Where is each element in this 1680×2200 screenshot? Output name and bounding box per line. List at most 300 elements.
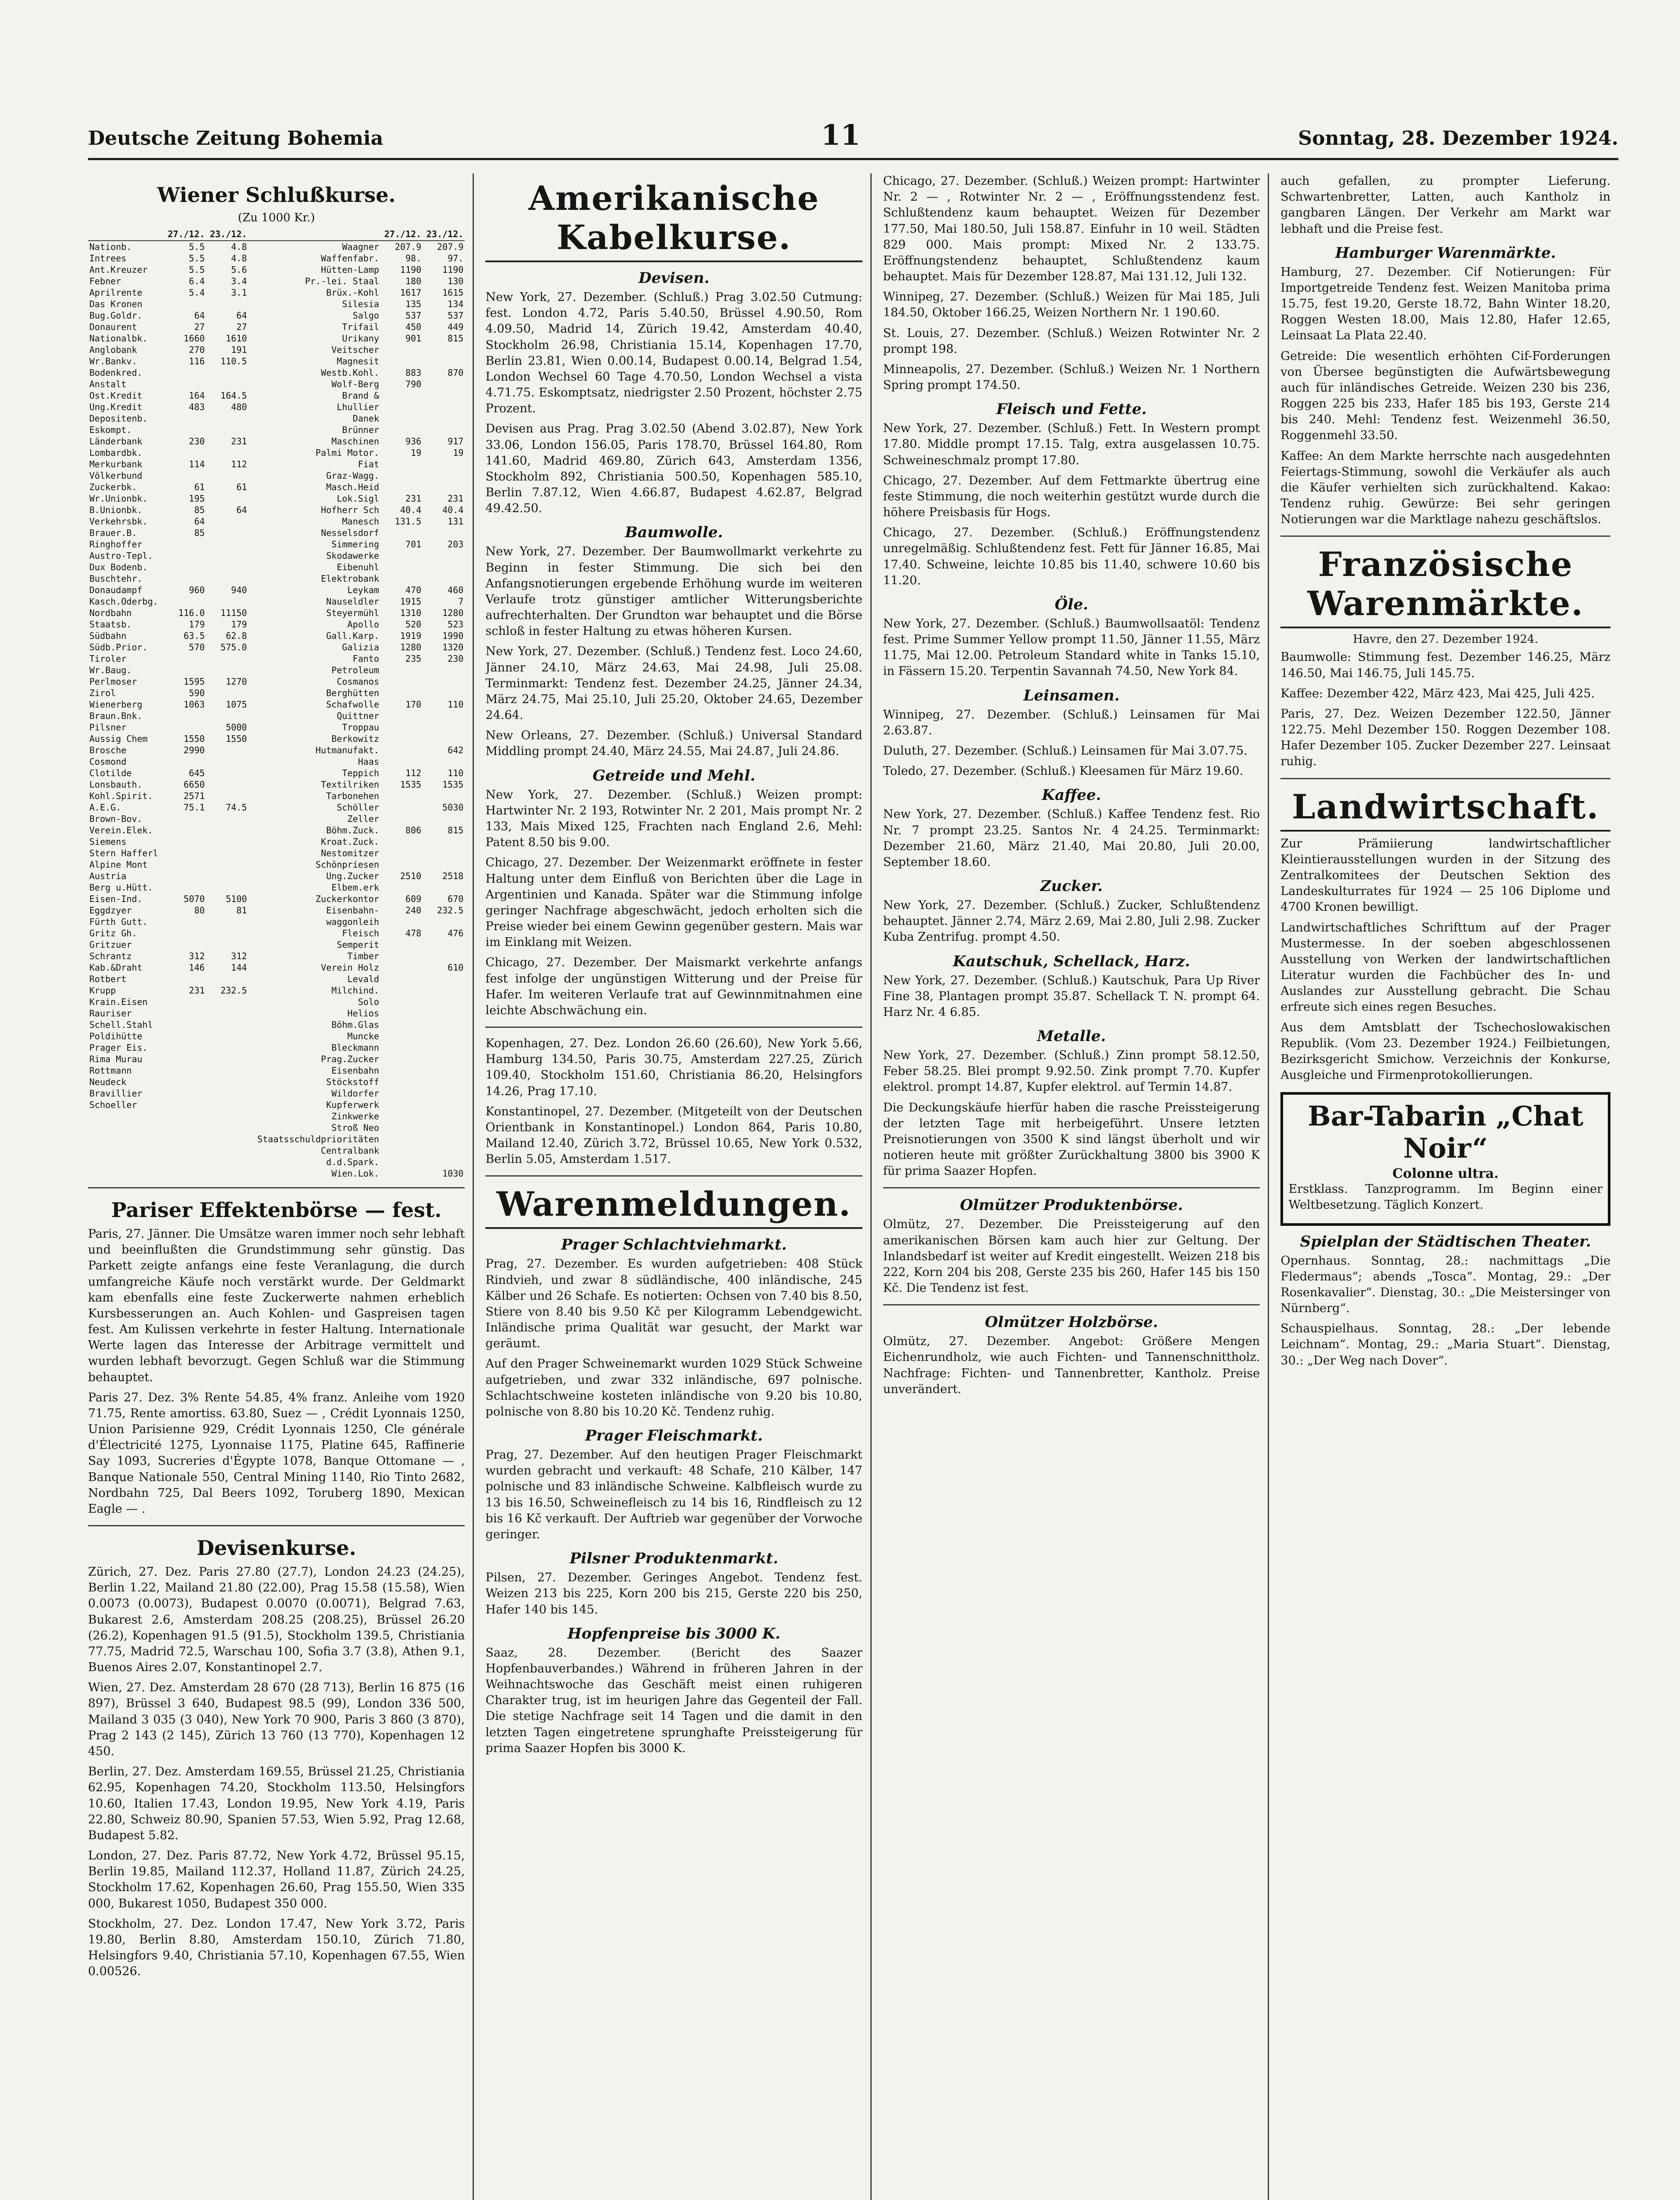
table-cell [381,790,423,802]
table-cell: Maschinen [331,436,379,447]
table-cell [423,664,465,676]
table-cell: 146 [189,962,205,973]
table-cell: Verkehrsbk. [89,516,148,527]
table-cell: Wr.Unionbk. [89,493,148,504]
table-row [88,653,465,664]
table-cell [381,722,423,733]
table-cell [164,1168,206,1179]
table-row [88,1145,465,1156]
table-cell [206,1156,248,1168]
table-cell [206,561,248,573]
table-cell: Zirol [89,688,116,698]
french-paragraph: Kaffee: Dezember 422, März 423, Mai 425, Juli 425. [1280,686,1595,700]
table-cell: Apollo [347,619,379,630]
table-cell: Rotbert [89,974,127,984]
table-cell [164,653,206,664]
col3-section-head: Leinsamen. [1023,686,1120,704]
table-cell: Eggdzyer [89,905,132,916]
table-cell [423,481,465,493]
table-cell: 164 [189,390,205,401]
agri-paragraph: Aus dem Amtsblatt der Tschechoslowakischen Republik. (Vom 23. Dezember 1924.) Feilbietungen, Bezirksgericht Smichow. Verzeichnis der Konkurse, Ausgleiche und Firmenprotokollierungen. [1280,1020,1610,1082]
table-row [88,973,465,985]
table-cell: Hofherr Sch [321,505,379,515]
table-cell: Steyermühl [326,608,379,618]
american-paragraph: New York, 27. Dezember. (Schluß.) Weizen prompt: Hartwinter Nr. 2 193, Rotwinter Nr. 2 201, Mais prompt Nr. 2 133, Mais Mixed 125, Frachten nach England 2.6, Mehl: Patent 8.50 bis 9.00. [485,788,862,850]
table-cell [88,1168,164,1179]
table-cell: 1610 [226,333,247,344]
table-cell: 7 [458,596,464,607]
table-cell: 110.5 [220,356,247,367]
waren-paragraph: Pilsen, 27. Dezember. Geringes Angebot. Tendenz fest. Weizen 213 bis 225, Korn 200 bis 215, Gerste 220 bis 250, Hafer 140 bis 145. [485,1571,862,1617]
table-cell [381,470,423,481]
table-cell: Simmering [331,539,379,550]
table-cell [164,1122,206,1133]
table-row [88,1156,465,1168]
table-cell: 478 [405,928,422,939]
table-cell: Aussig Chem [89,733,148,744]
table-cell [381,733,423,744]
table-cell: Austria [89,871,127,881]
table-cell: 40.4 [400,505,422,515]
table-cell: Länderbank [89,436,143,447]
table-cell: 64 [236,310,247,321]
table-row [88,619,465,630]
american-section-head: Getreide und Mehl. [592,766,756,785]
table-cell [164,424,206,436]
table-cell [206,779,248,790]
table-cell: Rottmann [89,1065,132,1076]
table-cell [206,710,248,722]
table-row [88,767,465,779]
table-row [88,253,465,264]
table-cell [164,1053,206,1065]
table-cell: Cosmanos [337,676,379,687]
table-cell [423,378,465,390]
table-cell: 460 [448,585,464,595]
table-cell [423,733,465,744]
waren-title: Warenmeldungen. [485,1184,862,1229]
table-cell [381,882,423,893]
table-cell: 235 [405,653,422,664]
table-cell: 537 [405,310,422,321]
table-row [88,470,465,481]
table-cell: Eskompt. [89,425,132,435]
table-cell: Ringhoffer [89,539,143,550]
table-cell: waggonleih [326,917,379,927]
table-cell [381,687,423,699]
table-cell: 1617 [400,287,422,298]
table-cell: Staatsb. [89,619,132,630]
table-cell: Galizia [342,642,379,653]
table-cell: Ost.Kredit [89,390,143,401]
table-cell: Brünner [342,425,379,435]
table-cell: Südbahn [89,631,127,641]
table-cell [423,1008,465,1019]
table-cell: Zuckerkontor [315,894,379,904]
table-row [88,1122,465,1133]
table-cell: 232.5 [437,905,464,916]
table-cell: Skodawerke [326,550,379,561]
table-row [88,630,465,642]
table-cell [423,722,465,733]
table-cell [206,836,248,847]
table-cell [206,813,248,825]
issue-date: Sonntag, 28. Dezember 1924. [1298,127,1618,150]
table-cell [164,847,206,859]
table-cell [206,596,248,607]
table-cell: Stern Hafferl [89,848,158,858]
table-cell [164,447,206,458]
table-cell [381,344,423,356]
table-row [88,516,465,527]
table-cell: 112 [405,768,422,778]
table-cell: Wildorfer [331,1088,379,1099]
table-cell [88,1133,164,1145]
table-cell [423,561,465,573]
table-cell: 642 [448,745,464,755]
table-cell [164,539,206,550]
table-cell: Graz-Wagg. [326,470,379,481]
table-cell: Cosmond [89,756,127,767]
col-header-a2: 27./12. [381,228,423,241]
table-cell: Nestomitzer [321,848,379,858]
table-cell: Wr.Bankv. [89,356,137,367]
table-cell: Berg u.Hütt. [89,882,153,893]
table-cell [206,1088,248,1099]
table-cell [423,973,465,985]
table-cell [381,950,423,962]
col-header-b2: 23./12. [423,228,465,241]
table-cell: 1030 [442,1168,464,1179]
table-cell: Waffenfabr. [321,253,379,264]
col3-section-head: Olmützer Holzbörse. [985,1313,1158,1331]
table-row [88,401,465,413]
table-cell: 11150 [220,608,247,618]
table-row [88,550,465,561]
table-cell [206,916,248,928]
devisen-paragraph: Berlin, 27. Dez. Amsterdam 169.55, Brüssel 21.25, Christiania 62.95, Kopenhagen 74.20, Stockholm 113.50, Helsingfors 10.60, Italien 17.43, London 19.95, New York 4.19, Paris 22.80, Schweiz 80.90, Spanien 57.53, Wien 5.92, Prag 12.68, Budapest 5.82. [88,1765,465,1842]
table-cell: 80 [194,905,205,916]
french-sub: Havre, den 27. Dezember 1924. [1353,633,1538,646]
table-row [88,573,465,584]
column-4 [1280,173,1618,2200]
table-cell [164,996,206,1008]
table-cell: 2990 [183,745,205,755]
col3-paragraph: New York, 27. Dezember. (Schluß.) Zucker, Schlußtendenz behauptet. Jänner 2.74, März 2.69, Mai 2.80, Juli 2.98. Zucker Kuba Zentrifug. prompt 4.50. [883,898,1260,944]
table-cell [164,664,206,676]
theatre-paragraph: Opernhaus. Sonntag, 28.: nachmittags „Die Fledermaus“; abends „Tosca“. Montag, 29.: „Der Rosenkavalier“. Dienstag, 30.: „Die Meistersinger von Nürnberg“. [1280,1254,1610,1316]
waren-section-head: Pilsner Produktenmarkt. [569,1550,778,1568]
table-cell [381,676,423,687]
col3-paragraph: New York, 27. Dezember. (Schluß.) Baumwollsaatöl: Tendenz fest. Prime Summer Yellow prompt 11.50, Jänner 11.55, März 11.75, Mai 12.00. Petroleum Standard white in Tanks 15.10, in Fässern 15.20. Terpentin Savannah 74.50, New York 84. [883,616,1260,678]
table-cell: Dux Bodenb. [89,562,148,572]
table-cell: 5.5 [189,264,205,275]
table-cell [423,1099,465,1111]
table-cell [423,813,465,825]
table-cell [423,1145,465,1156]
table-cell: 1615 [442,287,464,298]
table-cell [164,813,206,825]
hamburg-paragraph: Getreide: Die wesentlich erhöhten Cif-Forderungen von Übersee begünstigten die Aufwärtsbewegung auch für inländisches Getreide. Weizen 230 bis 236, Roggen 225 bis 233, Hafer 185 bis 193, Gerste 214 bis 240. Mehl: Tendenz fest. Weizenmehl 36.50, Roggenmehl 33.50. [1280,349,1610,443]
table-cell [381,413,423,424]
table-cell: Hutmanufakt. [315,745,379,755]
table-cell: Levald [347,974,379,984]
table-row [88,413,465,424]
table-row [88,790,465,802]
table-cell: 164.5 [220,390,247,401]
table-cell [88,1122,164,1133]
table-row [88,1133,465,1145]
theatre-paragraph: Schauspielhaus. Sonntag, 28.: „Der lebende Leichnam“. Montag, 29.: „Maria Stuart“. Dienstag, 30.: „Der Weg nach Dover“. [1280,1322,1610,1368]
table-cell [88,1156,164,1168]
table-cell: B.Unionbk. [89,505,143,515]
table-cell [206,973,248,985]
table-cell [423,573,465,584]
table-cell [164,596,206,607]
devisen-paragraph: London, 27. Dez. Paris 87.72, New York 4.72, Brüssel 95.15, Berlin 19.85, Mailand 112.37, Holland 11.87, Zürich 24.25, Stockholm 17.62, Kopenhagen 26.60, Prag 155.50, Wien 335 000, Bukarest 1050, Budapest 350 000. [88,1849,465,1910]
devisen-paragraph: Zürich, 27. Dez. Paris 27.80 (27.7), London 24.23 (24.25), Berlin 1.22, Mailand 21.80 (22.00), Prag 15.58 (15.58), Wien 0.0073 (0.0073), Budapest 0.0070 (0.0071), Belgrad 7.63, Bukarest 2.6, Amsterdam 208.25 (208.25), Brüssel 26.20 (26.2), Kopenhagen 91.5 (91.5), Stockholm 139.5, Christiania 77.75, Madrid 72.5, Warschau 100, Sofia 3.7 (3.8), Athen 9.1, Buenos Aires 2.07, Konstantinopel 2.7. [88,1565,465,1675]
table-cell [164,413,206,424]
table-row [88,722,465,733]
table-cell [423,413,465,424]
table-cell [381,1133,423,1145]
table-cell [164,859,206,870]
table-cell [164,561,206,573]
table-cell [206,767,248,779]
table-cell [423,710,465,722]
table-cell: Verein Holz [321,962,379,973]
table-cell: Lonsbauth. [89,779,143,790]
table-cell [423,756,465,767]
table-cell: Bodenkred. [89,367,143,378]
table-cell: 110 [448,699,464,710]
table-cell: Textilriken [321,779,379,790]
table-cell: 230 [189,436,205,447]
hamburg-paragraph: Hamburg, 27. Dezember. Cif Notierungen: Für Importgetreide Tendenz fest. Weizen Manitoba prima 15.75, fest 19.20, Gerste 18.72, Bahn Winter 18.20, Roggen Westen 18.00, Mais 12.80, Hafer 12.65, Leinsaat La Plata 22.40. [1280,265,1610,343]
table-cell [88,1145,164,1156]
table-cell [381,573,423,584]
table-cell [423,996,465,1008]
table-cell [164,928,206,939]
col3-paragraph: Winnipeg, 27. Dezember. (Schluß.) Weizen für Mai 185, Juli 184.50, Oktober 166.25, Weizen Northern Nr. 1 190.60. [883,290,1260,320]
table-cell: 5100 [226,894,247,904]
col3-paragraph: Die Deckungskäufe hierfür haben die rasche Preissteigerung der letzten Tage mit herbeigeführt. Unsere letzten Preisnotierungen von 3500 K sind längst überholt und wir notieren heute mit größter Zurückhaltung 3800 bis 3900 K für prima Saazer Hopfen. [883,1100,1260,1178]
table-cell: 2510 [400,871,422,881]
table-cell [381,527,423,539]
table-cell: 901 [405,333,422,344]
table-cell [164,1019,206,1030]
ad-subtitle: Colonne ultra. [1392,1166,1499,1182]
table-row [88,733,465,744]
table-cell: Merkurbank [89,459,143,469]
table-cell: 62.8 [226,631,247,641]
table-row [88,939,465,950]
table-cell [381,1088,423,1099]
table-cell [423,1019,465,1030]
col3-section-head: Metalle. [1037,1027,1106,1045]
table-cell [381,1019,423,1030]
col3-paragraph: Chicago, 27. Dezember. Auf dem Fettmarkte übertrug eine feste Stimmung, die noch weiterhin gestützt wurde durch die höhere Preisbasis für Hogs. [883,473,1260,520]
table-cell: Masch.Heid [326,482,379,492]
table-row [88,356,465,367]
american-paragraph: Chicago, 27. Dezember. Der Maismarkt verkehrte anfangs fest infolge der ungünstigen Witterung und der Preise für Hafer. Im weiteren Verlaufe trat auf Gewinnmitnahmen eine leichte Abschwächung ein. [485,956,862,1017]
table-cell: 61 [194,482,205,492]
table-cell: 1310 [400,608,422,618]
table-cell: 936 [405,436,422,447]
table-cell [206,1008,248,1019]
table-cell: 19 [453,447,464,458]
table-row [88,458,465,470]
table-cell: Trifail [342,322,379,332]
table-cell: 450 [405,322,422,332]
paris-effekten-title: Pariser Effektenbörse — fest. [111,1198,442,1222]
table-row [88,527,465,539]
table-row [88,710,465,722]
table-cell: Wien.Lok. [331,1168,379,1179]
hamburg-paragraph: Kaffee: An dem Markte herrschte nach ausgedehnten Feiertags-Stimmung, sowohl die Verkäufer als auch die Käufer verhielten sich zurückhaltend. Kakao: Tendenz ruhig. Gewürze: Bei sehr geringen Notierungen war die Marktlage nahezu geschäftslos. [1280,449,1610,527]
table-cell: 114 [189,459,205,469]
table-cell [206,550,248,561]
table-cell: 231 [189,985,205,996]
table-cell [381,1111,423,1122]
table-cell: 1063 [183,699,205,710]
table-cell: Berkowitz [331,733,379,744]
table-row [88,1053,465,1065]
table-row [88,870,465,882]
col4-paragraph: auch gefallen, zu prompter Lieferung. Schwartenbretter, Latten, auch Kantholz in gangbaren Längen. Der Verkehr am Markt war lebhaft und die Preise fest. [1280,174,1610,236]
table-cell [206,847,248,859]
table-cell: 4.8 [231,242,247,252]
col3-paragraph: Toledo, 27. Dezember. (Schluß.) Kleesamen für März 19.60. [883,764,1243,778]
table-cell: 5.5 [189,242,205,252]
table-cell [206,1168,248,1179]
table-cell: 231 [231,436,247,447]
table-cell: Kroat.Zuck. [321,836,379,847]
table-cell: 63.5 [183,631,205,641]
table-cell: 5.4 [189,287,205,298]
table-cell [423,401,465,413]
table-cell: Salgo [352,310,379,321]
table-cell: Aprilrente [89,287,143,298]
vienna-quotes-table [88,228,465,1179]
devisen-title: Devisenkurse. [196,1536,356,1560]
table-cell: 40.4 [442,505,464,515]
table-cell: 207.9 [395,242,422,252]
column-1 [88,173,474,2200]
table-cell: Centralbank [321,1145,379,1156]
table-cell [423,676,465,687]
table-cell [381,1122,423,1133]
table-cell: Anstalt [89,379,127,389]
table-cell [206,664,248,676]
table-cell: 170 [405,699,422,710]
table-row [88,744,465,756]
table-cell [381,356,423,367]
telegraph-paragraph: Kopenhagen, 27. Dez. London 26.60 (26.60), New York 5.66, Hamburg 134.50, Paris 30.75, Amsterdam 227.25, Zürich 109.40, Stockholm 151.60, Christiania 86.20, Helsingfors 14.26, Prag 17.10. [485,1037,862,1098]
table-cell: 806 [405,825,422,836]
table-cell: Brüx.-Kohl [326,287,379,298]
table-row [88,607,465,619]
table-cell [423,950,465,962]
waren-paragraph: Saaz, 28. Dezember. (Bericht des Saazer Hopfenbauverbandes.) Während in früheren Jahren in der Weihnachtswoche das Geschäft meist einen ruhigeren Charakter trug, ist im heurigen Jahre das Gegenteil der Fall. Die stetige Nachfrage seit 14 Tagen und die damit in den letzten Tagen eingetretene sprunghafte Preissteigerung für prima Saazer Hopfen bis 3000 K. [485,1646,862,1755]
table-cell: 112 [231,459,247,469]
table-cell: Ung.Kredit [89,402,143,412]
table-cell: Schafwolle [326,699,379,710]
table-cell: Verein.Elek. [89,825,153,836]
table-cell [206,1030,248,1042]
table-cell [423,458,465,470]
table-cell [206,1076,248,1088]
table-cell: Siemens [89,836,127,847]
agri-paragraph: Zur Prämiierung landwirtschaftlicher Kleintierausstellungen wurden in der Sitzung des Zentralkomitees der Deutschen Sektion des Landeskulturrates für 1924 — 25 106 Diplome und 4700 Kronen bewilligt. [1280,836,1610,914]
table-cell [164,939,206,950]
table-cell: Timber [347,951,379,961]
table-row [88,378,465,390]
table-cell: Tarbonehen [326,791,379,801]
table-cell: Haas [358,756,379,767]
table-cell: Clotilde [89,768,132,778]
vienna-unit: (Zu 1000 Kr.) [238,211,315,224]
table-cell: 3.4 [231,276,247,286]
table-cell: Leykam [347,585,379,595]
table-cell: Völkerbund [89,470,143,481]
table-cell: Südb.Prior. [89,642,148,653]
table-cell [381,985,423,996]
table-cell: Kohl.Spirit. [89,791,153,801]
table-row [88,676,465,687]
table-cell: Zuckerbk. [89,482,137,492]
table-row [88,367,465,378]
table-cell [423,550,465,561]
col3-paragraph: New York, 27. Dezember. (Schluß.) Kaffee Tendenz fest. Rio Nr. 7 prompt 23.25. Santos Nr. 4 24.25. Terminmarkt: Dezember 21.60, März 21.40, Mai 20.80, Juli 20.00, September 18.60. [883,807,1260,869]
french-title: Französische Warenmärkte. [1280,545,1610,628]
table-cell: 815 [448,333,464,344]
table-cell: 81 [236,905,247,916]
table-cell [206,744,248,756]
table-row [88,836,465,847]
table-cell [381,916,423,928]
table-cell: Bravillier [89,1088,143,1099]
table-cell [206,378,248,390]
table-cell: Urikany [342,333,379,344]
table-cell: 1280 [400,642,422,653]
table-cell: 1550 [226,733,247,744]
table-cell: 1660 [183,333,205,344]
table-cell [206,424,248,436]
table-cell [423,1088,465,1099]
column-3 [883,173,1269,2200]
table-cell: 1595 [183,676,205,687]
table-row [88,1065,465,1076]
table-cell [88,1111,164,1122]
table-cell [206,573,248,584]
table-cell: 144 [231,962,247,973]
waren-paragraph: Auf den Prager Schweinemarkt wurden 1029 Stück Schweine aufgetrieben, und zwar 332 inländische, 697 polnische. Schlachtschweine kosteten inländische von 9.20 bis 10.80, polnische von 8.80 bis 10.20 Kč. Tendenz ruhig. [485,1357,862,1419]
table-cell: Rauriser [89,1008,132,1019]
waren-paragraph: Prag, 27. Dezember. Auf den heutigen Prager Fleischmarkt wurden gebracht und verkauft: 48 Schafe, 210 Kälber, 147 polnische und 83 inländische Schweine. Kalbfleisch wurde zu 13 bis 16.50, Schweinefleisch zu 14 bis 16, Rindfleisch zu 12 bis 16 Kč verkauft. Der Auftrieb war gegenüber der Vorwoche geringer. [485,1448,862,1541]
table-cell [381,1099,423,1111]
table-cell: 483 [189,402,205,412]
american-section-head: Devisen. [638,269,710,287]
table-row [88,436,465,447]
table-cell: 312 [231,951,247,961]
table-cell: 61 [236,482,247,492]
ad-title: Bar-Tabarin „Chat Noir“ [1307,1100,1584,1165]
table-cell: Eisen-Ind. [89,894,143,904]
table-row [88,962,465,973]
table-cell [381,802,423,813]
table-cell [381,550,423,561]
